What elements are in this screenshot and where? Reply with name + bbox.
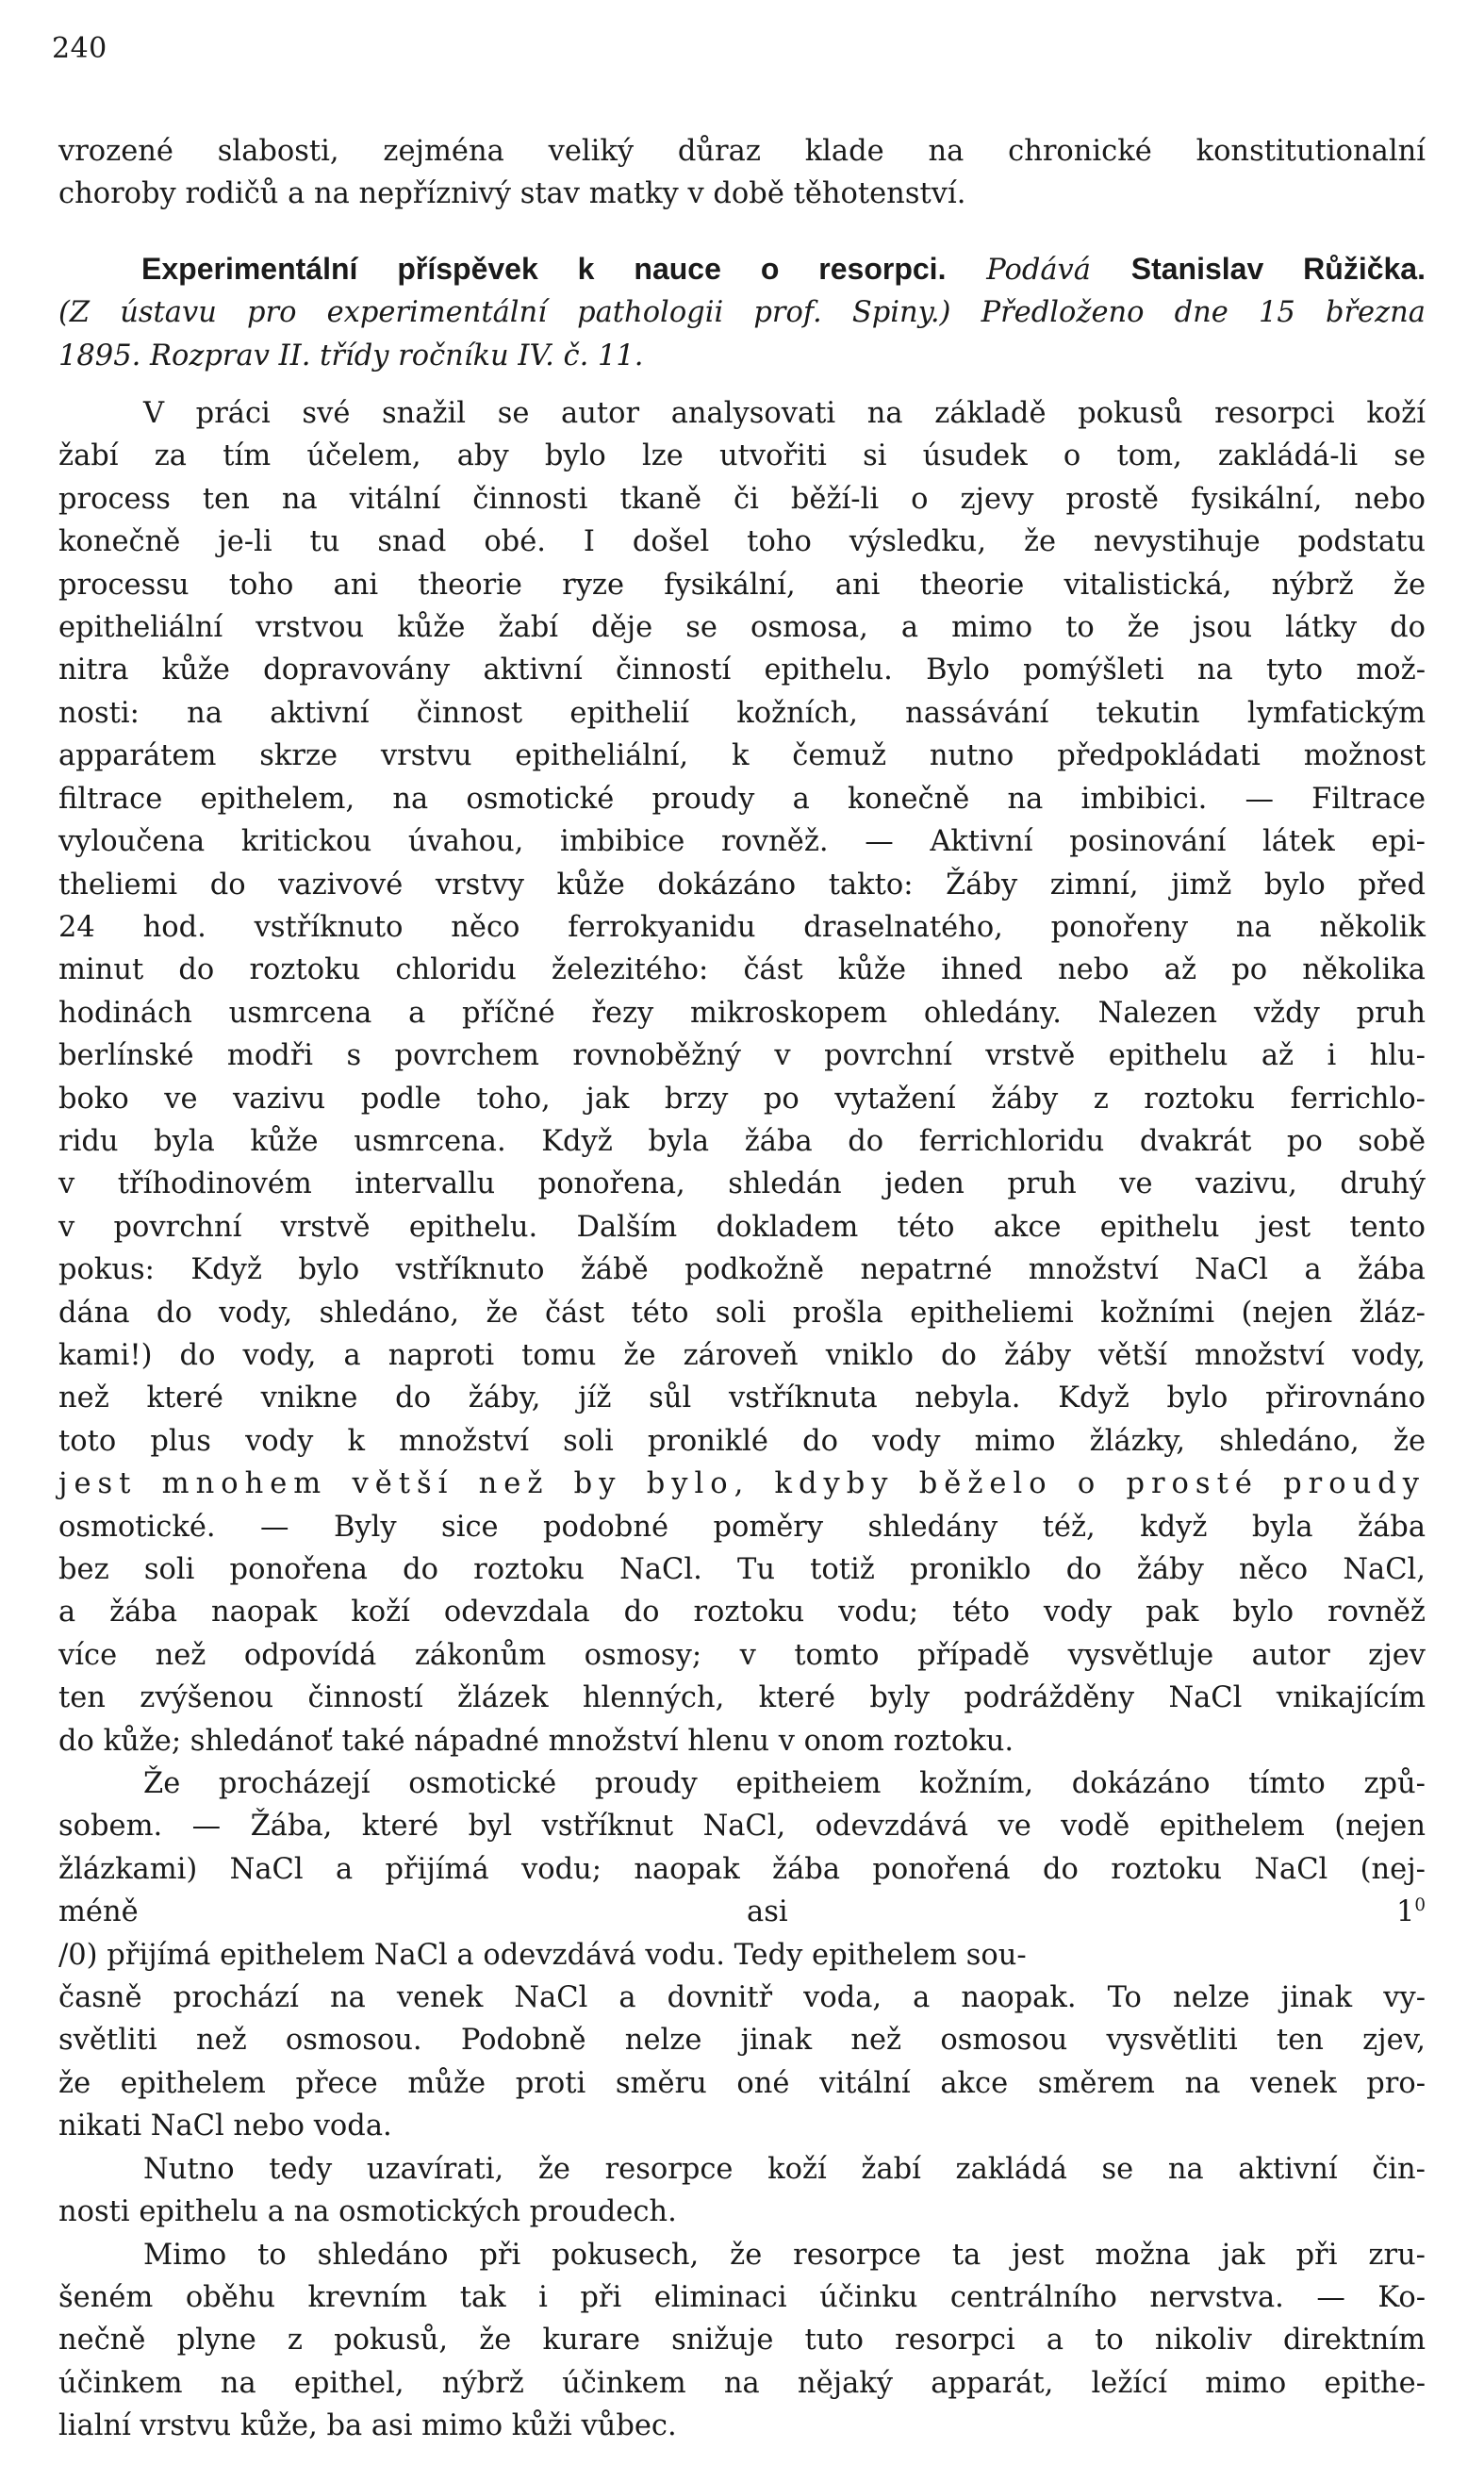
text-line: toto plus vody k množství soli proniklé do vody mimo žlázky, shledáno, že	[58, 1424, 1426, 1458]
text-line: a žába naopak koží odevzdala do roztoku vodu; této vody pak bylo rovněž	[58, 1596, 1426, 1630]
text-line: kami!) do vody, a naproti tomu že zároveň vniklo do žáby větší množství vody,	[58, 1338, 1426, 1372]
text-line: berlínské modři s povrchem rovnoběžný v povrchní vrstvě epithelu až i hlu-	[58, 1039, 1426, 1073]
text-line: Mimo to shledáno při pokusech, že resorpce ta jest možna jak při zru-	[143, 2238, 1426, 2272]
intro-paragraph	[58, 130, 1426, 216]
text-line: vyloučena kritickou úvahou, imbibice rovněž. — Aktivní posinování látek epi-	[58, 825, 1426, 859]
page-body	[58, 130, 1426, 2448]
text-line: minut do roztoku chloridu železitého: část kůže ihned nebo až po několika	[58, 953, 1426, 987]
article-author: Stanislav Růžička.	[1130, 251, 1426, 286]
text-line: do kůže; shledánoť také nápadné množství hlenu v onom roztoku.	[58, 1724, 1014, 1758]
article-title-line	[58, 248, 1426, 291]
text-line: než které vnikne do žáby, jíž sůl vstříknuta nebyla. Když bylo přirovnáno	[58, 1381, 1426, 1415]
text-line: časně prochází na venek NaCl a dovnitř voda, a naopak. To nelze jinak vy-	[58, 1981, 1426, 2015]
text-line: nosti epithelu a na osmotických proudech.	[58, 2195, 677, 2229]
text-line: nečně plyne z pokusů, že kurare snižuje tuto resorpci a to nikoliv direktním	[58, 2324, 1426, 2357]
paragraph-4	[58, 2234, 1426, 2448]
text-line: sobem. — Žába, které byl vstříknut NaCl, odevzdává ve vodě epithelem (nejen	[58, 1810, 1426, 1844]
text-line: Že procházejí osmotické proudy epitheiem kožním, dokázáno tímto způ-	[143, 1767, 1426, 1801]
percent-pre: méně asi 1	[58, 1895, 1415, 1929]
text-line: ridu byla kůže usmrcena. Když byla žába do ferrichloridu dvakrát po sobě	[58, 1124, 1426, 1158]
page-number: 240	[52, 32, 107, 65]
text-line: Nutno tedy uzavírati, že resorpce koží žabí zakládá se na aktivní čin-	[143, 2152, 1426, 2186]
percent-superscript: 0	[1414, 1895, 1426, 1916]
text-line: epitheliální vrstvou kůže žabí děje se osmosa, a mimo to že jsou látky do	[58, 611, 1426, 645]
article-meta-line: 1895. Rozprav II. třídy ročníku IV. č. 11.	[58, 339, 644, 372]
text-line: osmotické. — Byly sice podobné poměry shledány též, když byla žába	[58, 1510, 1426, 1544]
text-line: processu toho ani theorie ryze fysikální, ani theorie vitalistická, nýbrž že	[58, 568, 1426, 602]
text-line: světliti než osmosou. Podobně nelze jinak než osmosou vysvětliti ten zjev,	[58, 2024, 1426, 2058]
text-line: process ten na vitální činnosti tkaně či běží-li o zjevy prostě fysikální, nebo	[58, 482, 1426, 516]
text-line: více než odpovídá zákonům osmosy; v tomto případě vysvětluje autor zjev	[58, 1638, 1426, 1672]
article-meta-line: (Z ústavu pro experimentální pathologii prof. Spiny.) Předloženo dne 15 března	[58, 296, 1426, 330]
text-line: účinkem na epithel, nýbrž účinkem na nějaký apparát, ležící mimo epithe-	[58, 2366, 1426, 2400]
text-line: konečně je-li tu snad obé. I došel toho výsledku, že nevystihuje podstatu	[58, 525, 1426, 559]
text-line: lialní vrstvu kůže, ba asi mimo kůži vůbec.	[58, 2409, 677, 2443]
text-line: žabí za tím účelem, aby bylo lze utvořiti si úsudek o tom, zakládá-li se	[58, 439, 1426, 473]
text-line: v povrchní vrstvě epithelu. Dalším dokladem této akce epithelu jest tento	[58, 1210, 1426, 1244]
article-title: Experimentální příspěvek k nauce o resorpci.	[141, 251, 947, 286]
paragraph-1	[58, 392, 1426, 1762]
text-line: bez soli ponořena do roztoku NaCl. Tu totiž proniklo do žáby něco NaCl,	[58, 1553, 1426, 1586]
text-line: nitra kůže dopravovány aktivní činností epithelu. Bylo pomýšleti na tyto mož-	[58, 653, 1426, 687]
text-line: v tříhodinovém intervallu ponořena, shledán jeden pruh ve vazivu, druhý	[58, 1167, 1426, 1201]
text-line: hodinách usmrcena a příčné řezy mikroskopem ohledány. Nalezen vždy pruh	[58, 996, 1426, 1030]
article-heading	[58, 248, 1426, 377]
text-line: šeném oběhu krevním tak i při eliminaci účinku centrálního nervstva. — Ko-	[58, 2280, 1426, 2314]
text-line: theliemi do vazivové vrstvy kůže dokázáno takto: Žáby zimní, jimž bylo před	[58, 868, 1426, 902]
paragraph-2	[58, 1762, 1426, 2148]
paragraph-3	[58, 2148, 1426, 2234]
text-line: nikati NaCl nebo voda.	[58, 2109, 392, 2143]
text-line-spaced: jest mnohem větší než by bylo, kdyby běželo o prosté proudy	[58, 1467, 1426, 1501]
percent-post: /0) přijímá epithelem NaCl a odevzdává vodu. Tedy epithelem sou-	[58, 1938, 1027, 1972]
text-line: že epithelem přece může proti směru oné vitální akce směrem na venek pro-	[58, 2066, 1426, 2100]
text-line: choroby rodičů a na nepříznivý stav matky v době těhotenství.	[58, 177, 966, 211]
text-line: filtrace epithelem, na osmotické proudy a konečně na imbibici. — Filtrace	[58, 782, 1426, 816]
text-line: nosti: na aktivní činnost epithelií kožních, nassávání tekutin lymfatickým	[58, 696, 1426, 730]
text-line: V práci své snažil se autor analysovati na základě pokusů resorpci koží	[143, 397, 1426, 431]
author-lead: Podává	[986, 253, 1091, 287]
text-line: boko ve vazivu podle toho, jak brzy po vytažení žáby z roztoku ferrichlo-	[58, 1082, 1426, 1116]
text-line-percent	[58, 1891, 1426, 1933]
text-line: 24 hod. vstříknuto něco ferrokyanidu draselnatého, ponořeny na několik	[58, 910, 1426, 944]
text-line: ten zvýšenou činností žlázek hlenných, které byly podrážděny NaCl vnikajícím	[58, 1681, 1426, 1715]
text-line: vrozené slabosti, zejména veliký důraz klade na chronické konstitutionalní	[58, 135, 1426, 168]
text-line: dána do vody, shledáno, že část této soli prošla epitheliemi kožními (nejen žláz-	[58, 1296, 1426, 1330]
text-line: žlázkami) NaCl a přijímá vodu; naopak žába ponořená do roztoku NaCl (nej-	[58, 1852, 1426, 1886]
text-line: apparátem skrze vrstvu epitheliální, k čemuž nutno předpokládati možnost	[58, 739, 1426, 773]
text-line: pokus: Když bylo vstříknuto žábě podkožně nepatrné množství NaCl a žába	[58, 1253, 1426, 1287]
